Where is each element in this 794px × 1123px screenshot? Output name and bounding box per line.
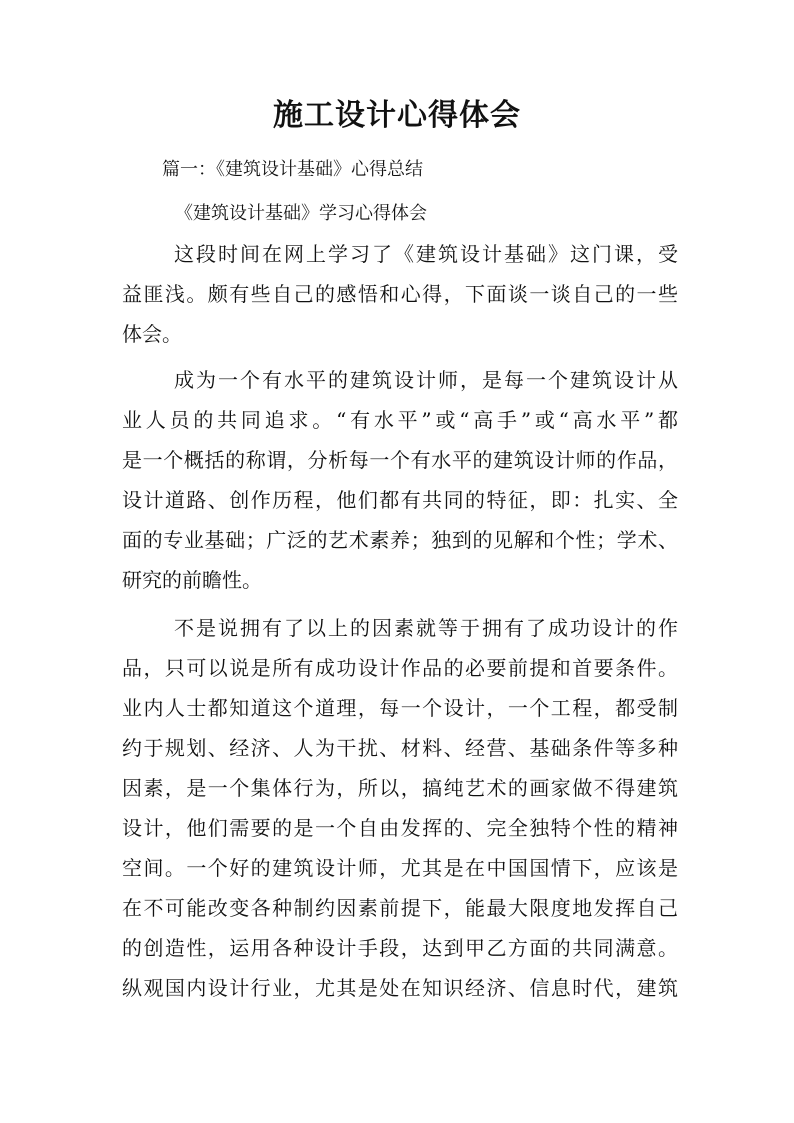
paragraph-line: 不是说拥有了以上的因素就等于拥有了成功设计的作	[174, 616, 678, 640]
paragraph-line: 面的专业基础；广泛的艺术素养；独到的见解和个性；学术、	[122, 528, 678, 552]
paragraph-line: 业内人士都知道这个道理，每一个设计，一个工程，都受制	[122, 696, 678, 720]
paragraph-line: 益匪浅。颇有些自己的感悟和心得，下面谈一谈自己的一些	[122, 282, 678, 306]
document-title: 施工设计心得体会	[273, 98, 521, 133]
paragraph-3	[122, 608, 678, 1008]
paragraph-line: 纵观国内设计行业，尤其是处在知识经济、信息时代，建筑	[122, 976, 678, 1000]
paragraph-line: 成为一个有水平的建筑设计师，是每一个建筑设计从	[174, 368, 678, 392]
paragraph-line: 在不可能改变各种制约因素前提下，能最大限度地发挥自己	[122, 896, 678, 920]
paragraph-line: 设计道路、创作历程，他们都有共同的特征，即：扎实、全	[122, 488, 678, 512]
paragraph-line: 体会。	[122, 322, 182, 346]
article-heading: 《建筑设计基础》学习心得体会	[175, 203, 427, 224]
section-heading: 篇一：《建筑设计基础》心得总结	[162, 159, 423, 180]
paragraph-2	[122, 360, 678, 600]
paragraph-line: 研究的前瞻性。	[122, 568, 262, 592]
paragraph-1	[122, 234, 678, 354]
paragraph-line: 是一个概括的称谓，分析每一个有水平的建筑设计师的作品，	[122, 448, 678, 472]
paragraph-line: 的创造性，运用各种设计手段，达到甲乙方面的共同满意。	[122, 936, 678, 960]
paragraph-line: 设计，他们需要的是一个自由发挥的、完全独特个性的精神	[122, 816, 678, 840]
paragraph-line: 因素，是一个集体行为，所以，搞纯艺术的画家做不得建筑	[122, 776, 678, 800]
paragraph-line: 业人员的共同追求。“有水平”或“高手”或“高水平”都	[122, 408, 678, 432]
paragraph-line: 这段时间在网上学习了《建筑设计基础》这门课，受	[174, 242, 678, 266]
paragraph-line: 品，只可以说是所有成功设计作品的必要前提和首要条件。	[122, 656, 678, 680]
paragraph-line: 空间。一个好的建筑设计师，尤其是在中国国情下，应该是	[122, 856, 678, 880]
paragraph-line: 约于规划、经济、人为干扰、材料、经营、基础条件等多种	[122, 736, 678, 760]
